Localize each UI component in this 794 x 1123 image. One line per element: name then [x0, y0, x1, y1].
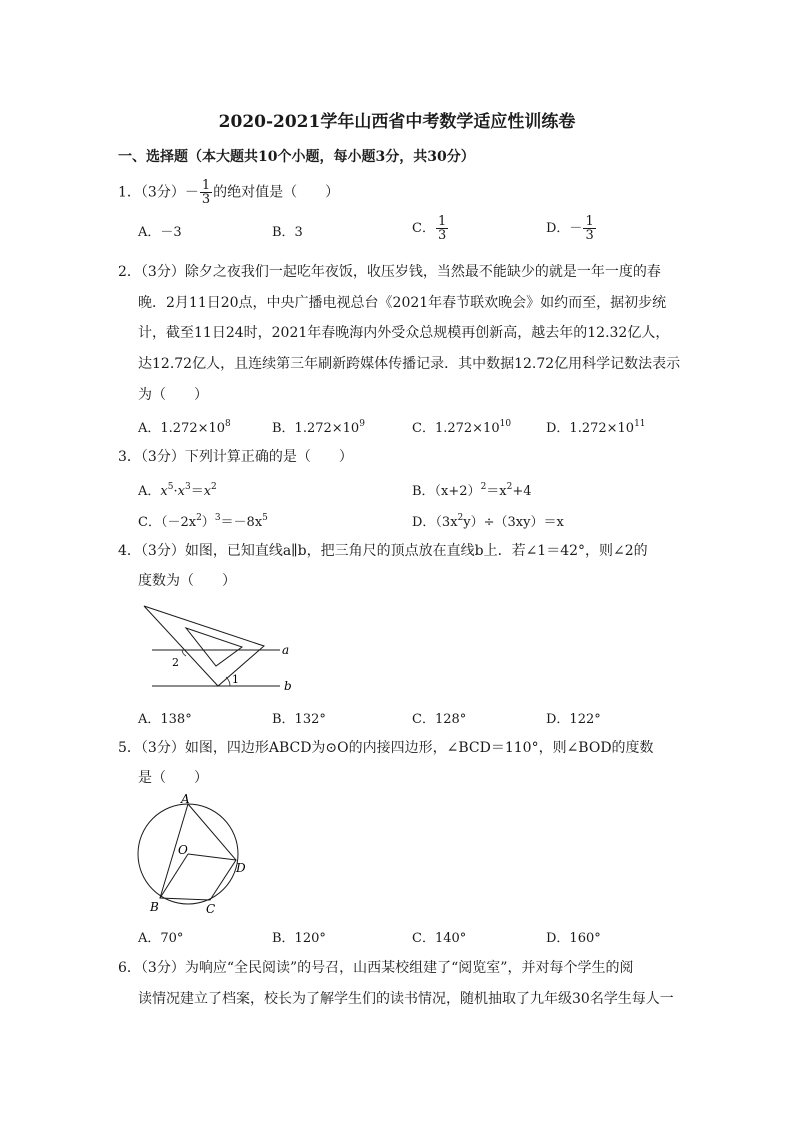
- q4-option-d[interactable]: D．122°: [546, 712, 601, 727]
- q2-option-c-exp: 10: [499, 419, 512, 429]
- q2-option-b-base: B．1.272×10: [272, 421, 360, 436]
- q3-a-exp-2: 3: [184, 482, 191, 492]
- q3-option-b[interactable]: [412, 480, 532, 499]
- q4-option-c[interactable]: C．128°: [412, 712, 467, 727]
- q4-text-1: （3分）如图，已知直线a∥b，把三角尺的顶点放在直线b上．若∠1＝42°，则∠2的: [140, 543, 648, 559]
- q3-c-exp-2: 3: [214, 513, 221, 523]
- q4-option-a[interactable]: A．138°: [138, 712, 192, 727]
- quadrilateral-abcd: [160, 804, 236, 900]
- q3-option-c[interactable]: [138, 511, 268, 530]
- q3-option-d-rest: y）÷（3xy）＝x: [463, 515, 564, 530]
- q6-text-1: （3分）为响应“全民阅读”的号召，山西某校组建了“阅览室”，并对每个学生的阅: [140, 960, 634, 976]
- question-5-line-1: [118, 738, 654, 758]
- q2-option-c[interactable]: [412, 417, 511, 436]
- question-2-line-1: [118, 262, 661, 282]
- question-2-line-3: 计，截至11日24时，2021年春晚海内外受众总规模再创新高，越去年的12.32亿人，: [138, 325, 670, 341]
- q3-option-d-label: D．（3x: [412, 515, 458, 530]
- q4-number: 4．: [118, 543, 141, 559]
- q2-option-a-exp: 8: [225, 419, 231, 429]
- page-title: 2020-2021学年山西省中考数学适应性训练卷: [218, 112, 576, 132]
- question-4-line-1: [118, 541, 648, 561]
- q1-option-c-fraction: [436, 215, 448, 242]
- q2-option-d-base: D．1.272×10: [546, 421, 635, 436]
- q3-option-b-end: +4: [512, 484, 532, 499]
- question-4-line-2: 度数为（ ）: [138, 573, 236, 589]
- q3-option-c-label: C．（－2x: [138, 515, 197, 530]
- question-5-line-2: 是（ ）: [138, 770, 208, 786]
- q3-option-c-mid: ）: [201, 515, 215, 530]
- q3-c-exp-1: 2: [196, 513, 202, 523]
- q5-figure: [128, 792, 258, 918]
- q5-option-c[interactable]: C．140°: [412, 931, 467, 946]
- question-2-line-2: 晚．2月11日20点，中央广播电视总台《2021年春节联欢晚会》如约而至，据初步统: [138, 295, 667, 311]
- q3-a-exp-1: 5: [167, 482, 174, 492]
- label-O: O: [178, 843, 188, 857]
- q3-option-c-rest: ＝－8x: [220, 515, 263, 530]
- question-1: [118, 179, 339, 206]
- q6-number: 6．: [118, 960, 141, 976]
- segment-ob: [160, 854, 188, 898]
- q1-option-c-label: C．: [412, 221, 435, 236]
- section-heading: 一、选择题（本大题共10个小题，每小题3分，共30分）: [118, 149, 475, 165]
- q3-option-b-rest: ＝x: [486, 484, 507, 499]
- question-6-line-2: 读情况建立了档案，校长为了解学生们的读书情况，随机抽取了九年级30名学生每人一: [138, 991, 674, 1007]
- q3-c-exp-3: 5: [262, 513, 268, 523]
- q1-option-d-den: 3: [585, 228, 594, 243]
- question-2-line-4: 达12.72亿人，且连续第三年刷新跨媒体传播记录．其中数据12.72亿用科学记数法表示: [138, 356, 681, 372]
- question-2-line-5: 为（ ）: [138, 387, 208, 403]
- q1-option-c-num: 1: [437, 214, 447, 229]
- q5-option-a[interactable]: A．70°: [138, 931, 184, 946]
- q1-option-a[interactable]: A．－3: [138, 225, 182, 240]
- q3-option-a-label: A．: [138, 484, 161, 499]
- label-a: a: [282, 643, 290, 657]
- q2-option-a[interactable]: [138, 417, 231, 436]
- q2-option-c-base: C．1.272×10: [412, 421, 500, 436]
- q2-option-b-exp: 9: [359, 419, 365, 429]
- q1-option-d-num: 1: [585, 214, 594, 229]
- q1-option-b[interactable]: B．3: [272, 225, 303, 240]
- q1-option-d-label: D．－: [546, 221, 583, 236]
- q3-d-exp-1: 2: [457, 513, 464, 523]
- q1-number: 1．: [118, 184, 141, 201]
- q1-frac-num: 1: [201, 178, 211, 193]
- question-3: [118, 447, 353, 467]
- q2-number: 2．: [118, 264, 141, 280]
- q2-option-b[interactable]: [272, 417, 365, 436]
- q4-option-b[interactable]: B．132°: [272, 712, 326, 727]
- q3-option-b-label: B．（x+2）: [412, 484, 481, 499]
- label-C: C: [206, 902, 216, 916]
- q1-option-c[interactable]: [412, 215, 449, 242]
- q3-number: 3．: [118, 449, 141, 465]
- q3-b-exp-1: 2: [480, 482, 487, 492]
- label-b: b: [284, 679, 292, 693]
- triangle-outer: [144, 606, 264, 686]
- label-B: B: [150, 900, 159, 914]
- q1-minus: －: [184, 184, 199, 201]
- q2-option-d[interactable]: [546, 417, 646, 436]
- label-angle-1: 1: [232, 673, 239, 686]
- label-A: A: [181, 792, 190, 806]
- q4-figure: [130, 598, 310, 698]
- q3-a-exp-3: 2: [211, 482, 217, 492]
- q1-option-c-den: 3: [437, 228, 447, 243]
- q3-text: （3分）下列计算正确的是（ ）: [140, 449, 353, 465]
- label-angle-2: 2: [172, 656, 179, 669]
- q1-option-d[interactable]: [546, 215, 597, 242]
- q3-b-exp-2: 2: [506, 482, 513, 492]
- q5-option-d[interactable]: D．160°: [546, 931, 601, 946]
- q2-option-d-exp: 11: [634, 419, 646, 429]
- q1-option-d-fraction: [583, 215, 595, 242]
- question-6-line-1: [118, 958, 633, 978]
- q5-text-1: （3分）如图，四边形ABCD为⊙O的内接四边形，∠BCD＝110°，则∠BOD的度数: [140, 740, 654, 756]
- q2-text-1: （3分）除夕之夜我们一起吃年夜饭，收压岁钱，当然最不能缺少的就是一年一度的春: [140, 264, 661, 280]
- q1-text: 的绝对值是（ ）: [213, 184, 340, 201]
- label-D: D: [236, 861, 246, 875]
- q1-fraction: [200, 179, 212, 206]
- q5-option-b[interactable]: B．120°: [272, 931, 326, 946]
- segment-od: [188, 854, 236, 860]
- q1-frac-den: 3: [201, 192, 211, 207]
- q3-option-d[interactable]: [412, 511, 564, 530]
- q5-number: 5．: [118, 740, 141, 756]
- q1-score: （3分）: [140, 184, 185, 201]
- q3-option-a[interactable]: A．$x^5\cdot x^3=x^2$: [138, 482, 217, 499]
- q2-option-a-base: A．1.272×10: [138, 421, 226, 436]
